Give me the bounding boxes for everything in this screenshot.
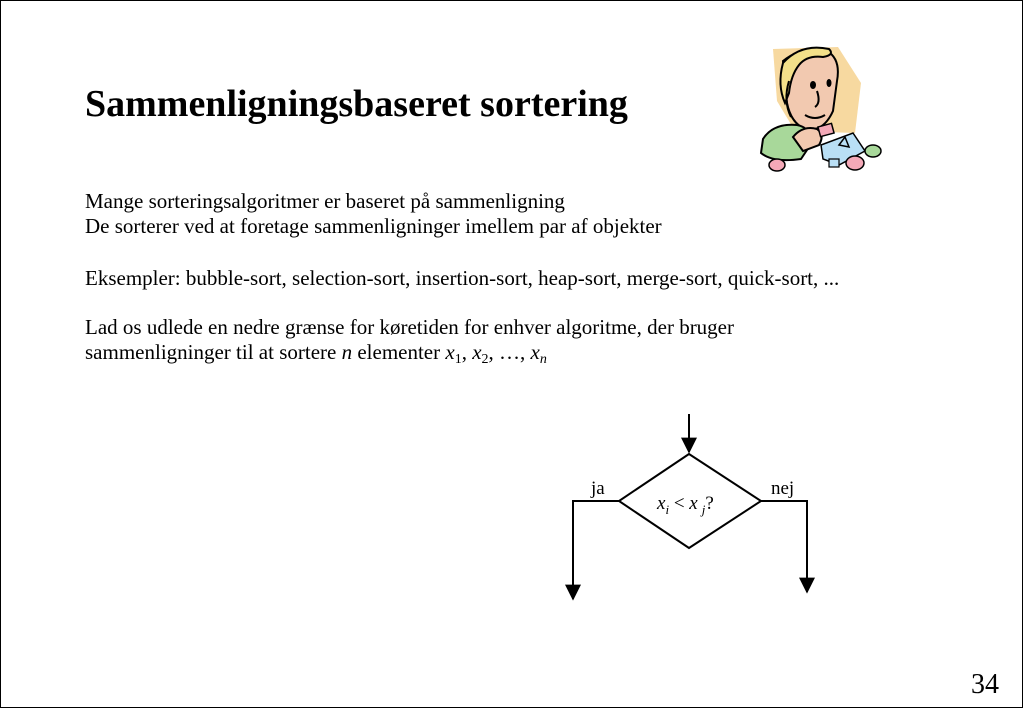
examples-text: Eksempler: bubble-sort, selection-sort, insertion-sort, heap-sort, merge-sort, quick-sort, ... xyxy=(85,266,840,290)
x-variable: x xyxy=(530,340,540,364)
elements-word: elementer xyxy=(352,340,446,364)
subscript-2: 2 xyxy=(481,352,489,367)
lower-bound-line-1: Lad os udlede en nedre grænse for køretiden for enhver algoritme, der bruger xyxy=(85,315,735,339)
intro-line: De sorterer ved at foretage sammenligninger imellem par af objekter xyxy=(85,214,662,238)
cond-sub-j: j xyxy=(701,502,706,517)
subscript-n: n xyxy=(539,352,547,367)
subscript-1: 1 xyxy=(454,352,462,367)
cond-x: x xyxy=(689,493,698,514)
cond-sub-i: i xyxy=(665,502,670,517)
x-variable: x xyxy=(445,340,455,364)
no-branch-arrow xyxy=(761,501,807,592)
comma: , xyxy=(461,340,473,364)
cond-x: x xyxy=(657,493,666,514)
lower-bound-paragraph xyxy=(85,315,734,372)
comma: , xyxy=(488,340,500,364)
n-variable: n xyxy=(341,340,353,364)
no-label: nej xyxy=(771,478,795,499)
decision-flowchart xyxy=(561,406,821,611)
ellipsis: … xyxy=(499,340,521,364)
yes-branch-arrow xyxy=(573,501,619,599)
decision-condition xyxy=(656,493,714,517)
x-variable: x xyxy=(472,340,482,364)
slide-title: Sammenligningsbaseret sortering xyxy=(85,83,628,125)
thinking-person-clipart-icon xyxy=(743,41,885,175)
intro-line: Mange sorteringsalgoritmer er baseret på sammenligning xyxy=(85,189,565,213)
comma: , xyxy=(520,340,531,364)
cond-operator: < xyxy=(669,493,690,514)
cond-question: ? xyxy=(705,493,714,514)
line2-prefix: sammenligninger til at sortere xyxy=(85,340,342,364)
page-number: 34 xyxy=(971,669,999,700)
intro-paragraph xyxy=(85,189,662,239)
lower-bound-line-2 xyxy=(85,340,734,372)
yes-label: ja xyxy=(591,478,605,499)
